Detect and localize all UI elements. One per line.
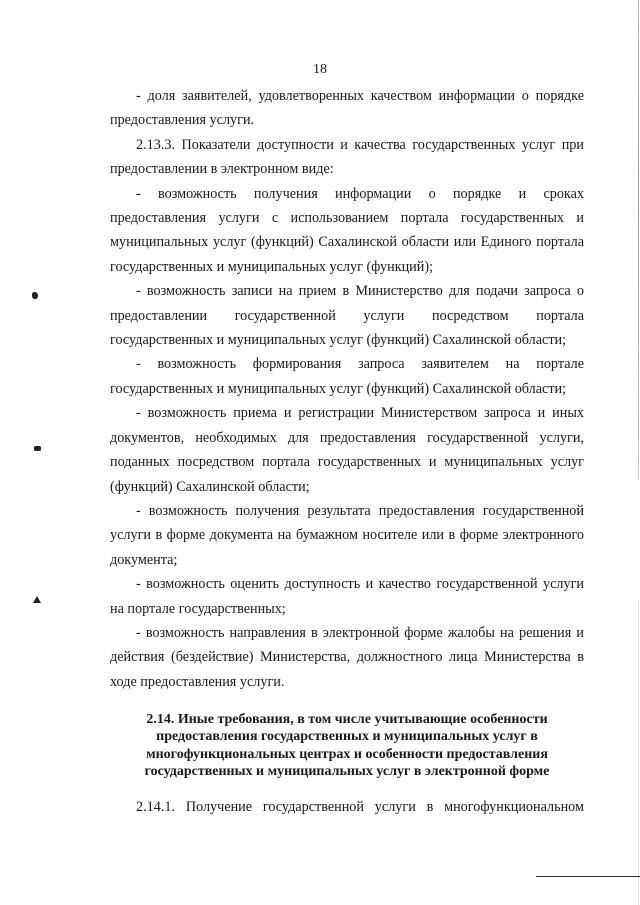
text-line: - доля заявителей, удовлетворенных качеством информации о порядке [136,88,584,104]
text-line: услуги в форме документа на бумажном носителе или в форме электронного [110,527,584,544]
text-line: 2.14.1. Получение государственной услуги в многофункциональном [136,799,584,815]
body-text [110,84,584,694]
text-line: (функций) Сахалинской области; [110,478,310,495]
heading-line: 2.14. Иные требования, в том числе учитывающие особенности [146,712,548,727]
text-line: документов, необходимых для предоставления государственной услуги, [110,429,584,446]
text-line: предоставлении в электронном виде: [110,161,334,178]
hole-punch-mark [34,446,41,451]
scan-edge-line [638,0,639,480]
text-line: предоставления услуги с использованием портала государственных и [110,210,584,227]
text-line: поданных посредством портала государственных и муниципальных услуг [110,454,584,471]
text-line: предоставления услуги. [110,112,255,129]
text-line: государственных и муниципальных услуг (функций); [110,258,434,275]
hole-punch-mark [32,292,38,299]
text-line: действия (бездействие) Министерства, должностного лица Министерства в [110,649,584,666]
heading-line: предоставления государственных и муниципальных услуг в [156,729,538,745]
text-line: - возможность оценить доступность и качество государственной услуги [136,576,584,593]
text-line: 2.13.3. Показатели доступности и качества государственных услуг при [136,136,584,153]
text-line: - возможность направления в электронной форме жалобы на решения и [136,624,584,641]
text-line: - возможность записи на прием в Министерство для подачи запроса о [136,283,584,300]
text-line: документа; [110,551,178,568]
text-line: - возможность формирования запроса заявителем на портале [136,356,584,373]
heading-line: многофункциональных центрах и особенности предоставления [146,746,548,762]
page-number: 18 [313,62,327,77]
text-line: ходе предоставления услуги. [110,673,285,690]
text-line: предоставлении государственной услуги посредством портала [110,307,584,324]
footer-rule [536,876,640,877]
scan-edge-line [638,600,639,905]
text-line: - возможность получения результата предоставления государственной [136,502,584,519]
text-line: государственных и муниципальных услуг (функций) Сахалинской области; [110,332,567,349]
heading-line: государственных и муниципальных услуг в электронной форме [144,763,550,779]
hole-punch-mark [33,596,41,603]
text-line: муниципальных услуг (функций) Сахалинской области или Единого портала [110,234,584,251]
text-line: государственных и муниципальных услуг (функций) Сахалинской области; [110,380,567,397]
text-line: - возможность получения информации о порядке и сроках [136,185,584,202]
paragraph-2-14-1 [110,795,584,819]
section-heading [110,711,584,780]
text-line: на портале государственных; [110,600,286,617]
text-line: - возможность приема и регистрации Министерством запроса и иных [136,405,584,422]
